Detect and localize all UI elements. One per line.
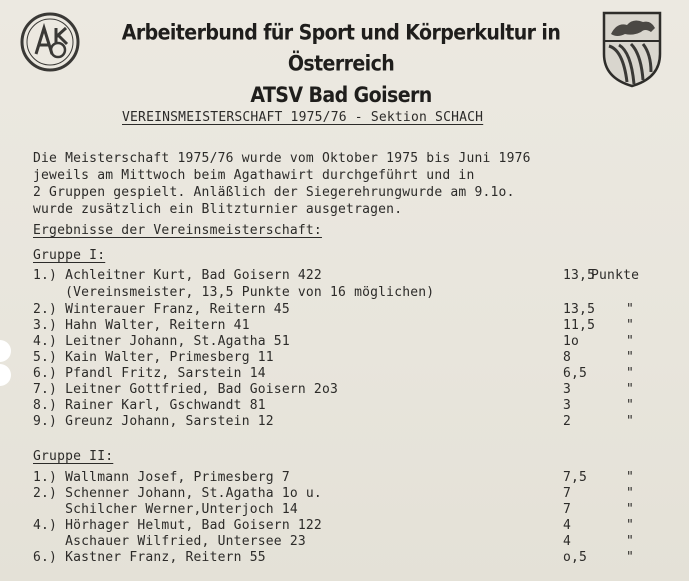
group2-unit: " (626, 502, 635, 517)
intro-paragraph (33, 150, 531, 218)
punch-hole (0, 364, 11, 386)
group1-score: 11,5 (563, 318, 596, 333)
group1-score: 3 (563, 398, 572, 413)
group2-unit: " (626, 470, 635, 485)
club-name: ATSV Bad Goisern (250, 83, 432, 108)
asko-logo (20, 10, 80, 74)
group2-unit: " (626, 518, 635, 533)
group1-unit: " (626, 414, 635, 429)
group1-row: 3.) Hahn Walter, Reitern 41 (33, 318, 250, 333)
group2-row: Aschauer Wilfried, Untersee 23 (33, 534, 306, 549)
group1-score: 1o (563, 334, 580, 349)
group2-unit: " (626, 550, 635, 565)
group2-score: 7 (563, 486, 572, 501)
group1-unit: " (626, 334, 635, 349)
group1-row: 1.) Achleitner Kurt, Bad Goisern 422 (33, 268, 322, 283)
group2-row: Schilcher Werner,Unterjoch 14 (33, 502, 298, 517)
group1-row: 9.) Greunz Johann, Sarstein 12 (33, 414, 274, 429)
group1-score: 13,5 (563, 302, 596, 317)
group2-score: 7 (563, 502, 572, 517)
group1-row: 2.) Winterauer Franz, Reitern 45 (33, 302, 290, 317)
group2-score: 4 (563, 534, 572, 549)
group1-row: 4.) Leitner Johann, St.Agatha 51 (33, 334, 290, 349)
group1-row: 7.) Leitner Gottfried, Bad Goisern 2o3 (33, 382, 339, 397)
group1-row-note: (Vereinsmeister, 13,5 Punkte von 16 möglichen) (33, 285, 435, 300)
group2-score: 7,5 (563, 470, 588, 485)
group2-row: 6.) Kastner Franz, Reitern 55 (33, 550, 266, 565)
organization-header (96, 17, 586, 111)
group1-score: 13,5 (563, 268, 596, 283)
group2-row: 1.) Wallmann Josef, Primesberg 7 (33, 470, 290, 485)
intro-line: wurde zusätzlich ein Blitzturnier ausgetragen. (33, 202, 403, 217)
group2-row: 4.) Hörhager Helmut, Bad Goisern 122 (33, 518, 322, 533)
coat-of-arms-crest (601, 10, 663, 88)
intro-line: Die Meisterschaft 1975/76 wurde vom Oktober 1975 bis Juni 1976 (33, 151, 531, 166)
group1-score: 3 (563, 382, 572, 397)
group1-unit: Punkte (591, 268, 640, 283)
group2-unit: " (626, 486, 635, 501)
document-heading: VEREINSMEISTERSCHAFT 1975/76 - Sektion SCHACH (122, 110, 484, 125)
group1-score: 6,5 (563, 366, 588, 381)
intro-line: jeweils am Mittwoch beim Agathawirt durchgeführt und in (33, 168, 475, 183)
group1-row: 6.) Pfandl Fritz, Sarstein 14 (33, 366, 266, 381)
group1-unit: " (626, 382, 635, 397)
group2-row: 2.) Schenner Johann, St.Agatha 1o u. (33, 486, 322, 501)
group1-row: 8.) Rainer Karl, Gschwandt 81 (33, 398, 266, 413)
group2-score: 4 (563, 518, 572, 533)
group2-title: Gruppe II: (33, 449, 114, 464)
group2-score: o,5 (563, 550, 588, 565)
org-name: Arbeiterbund für Sport und Körperkultur in Österreich (121, 20, 561, 77)
group1-unit: " (626, 350, 635, 365)
results-title: Ergebnisse der Vereinsmeisterschaft: (33, 223, 322, 238)
group1-unit: " (626, 366, 635, 381)
group1-score: 8 (563, 350, 572, 365)
group1-unit: " (626, 318, 635, 333)
punch-hole (0, 340, 11, 362)
group1-row: 5.) Kain Walter, Primesberg 11 (33, 350, 274, 365)
group1-title: Gruppe I: (33, 248, 106, 263)
group2-unit: " (626, 534, 635, 549)
group1-score: 2 (563, 414, 572, 429)
intro-line: 2 Gruppen gespielt. Anläßlich der Siegerehrungwurde am 9.1o. (33, 185, 515, 200)
group1-unit: " (626, 302, 635, 317)
group1-unit: " (626, 398, 635, 413)
